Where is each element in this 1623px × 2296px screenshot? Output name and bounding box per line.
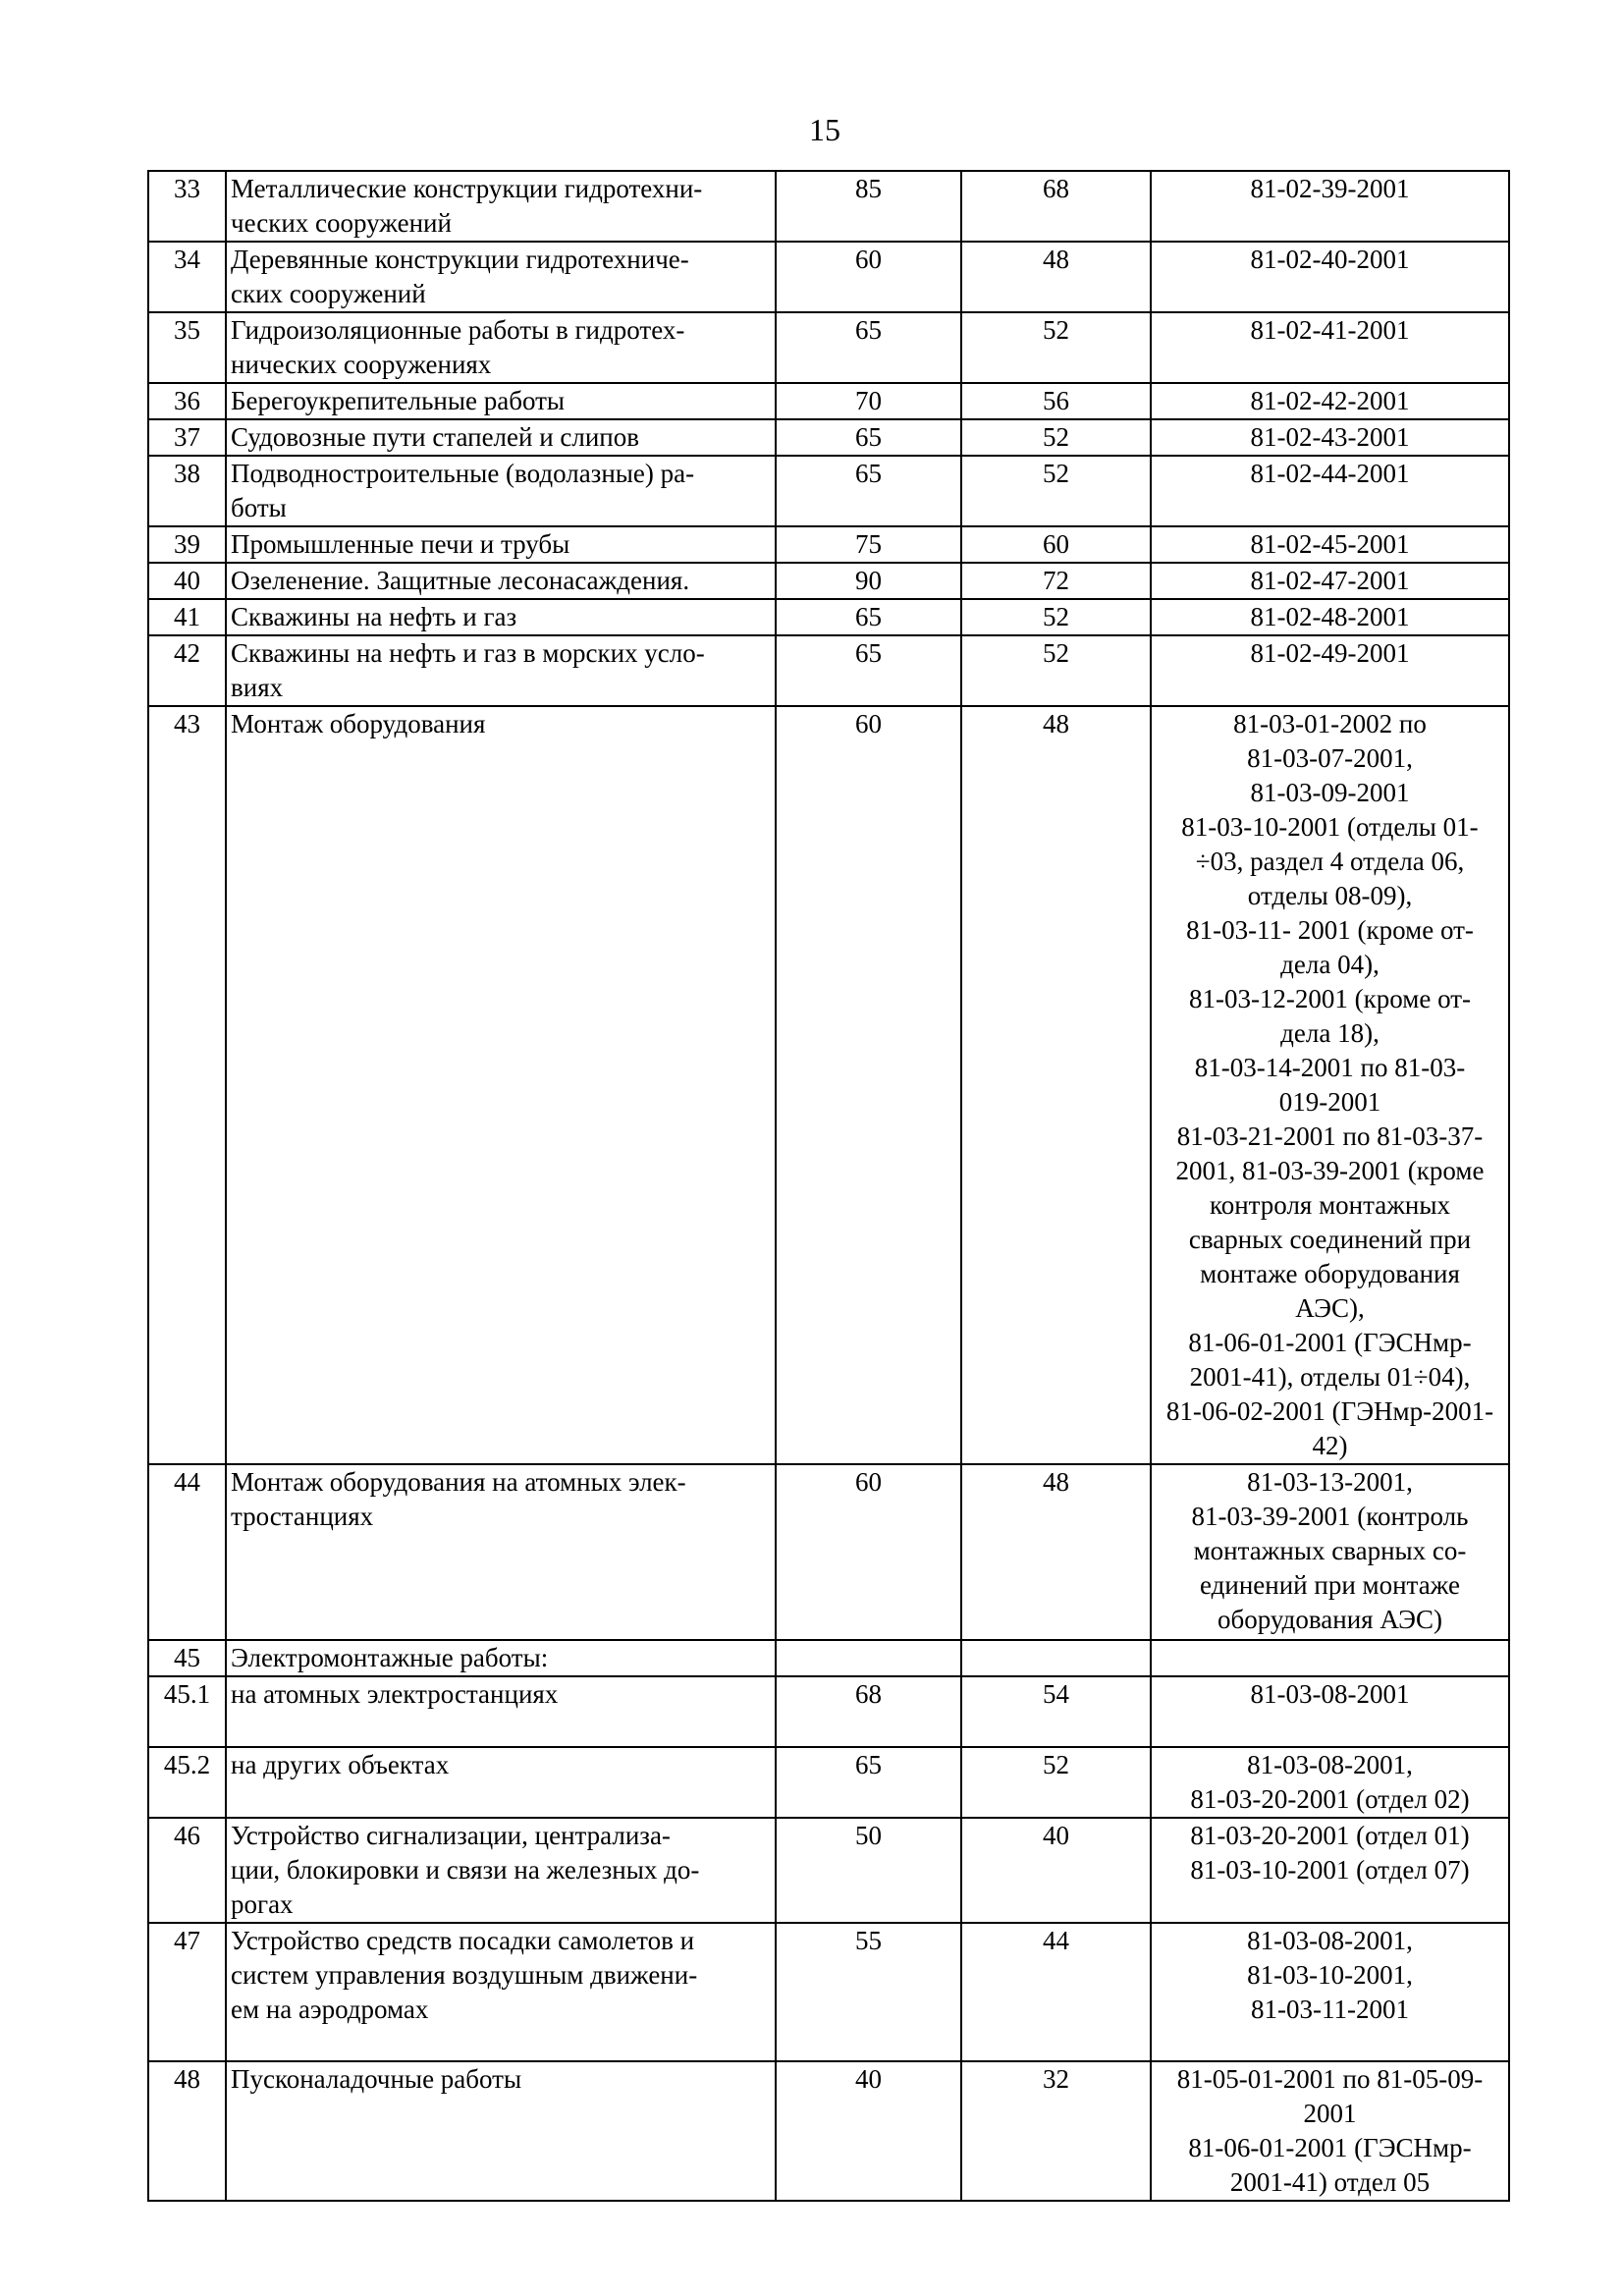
work-type bbox=[226, 1676, 776, 1747]
collection-refs-line: 81-02-43-2001 bbox=[1250, 422, 1410, 452]
collection-refs-line: 81-02-39-2001 bbox=[1250, 174, 1410, 203]
row-number: 45.2 bbox=[148, 1747, 226, 1818]
collection-refs-line: 2001-41), отделы 01÷04), bbox=[1189, 1362, 1471, 1392]
work-type-line: Деревянные конструкции гидротехниче- bbox=[231, 245, 689, 274]
collection-refs bbox=[1151, 563, 1509, 599]
collection-refs-line: 2001-41) отдел 05 bbox=[1229, 2167, 1431, 2197]
collection-refs-line: 81-02-41-2001 bbox=[1250, 315, 1410, 345]
work-type-line: ческих сооружений bbox=[231, 208, 452, 238]
collection-refs-line: 81-02-48-2001 bbox=[1250, 602, 1410, 631]
collection-refs-line: 81-03-39-2001 (контроль bbox=[1191, 1502, 1469, 1531]
collection-refs-line: 81-03-07-2001, bbox=[1247, 743, 1413, 773]
profit-norm: 72 bbox=[961, 563, 1151, 599]
collection-refs-line: 81-03-10-2001 (отделы 01- bbox=[1181, 812, 1479, 842]
profit-norm: 48 bbox=[961, 1464, 1151, 1640]
norms-table-body bbox=[148, 171, 1509, 2201]
table-row bbox=[148, 1923, 1509, 2061]
table-row bbox=[148, 599, 1509, 635]
row-number: 44 bbox=[148, 1464, 226, 1640]
work-type-line: ции, блокировки и связи на железных до- bbox=[231, 1855, 700, 1885]
work-type-line: Пусконаладочные работы bbox=[231, 2064, 522, 2094]
work-type bbox=[226, 526, 776, 563]
work-type bbox=[226, 312, 776, 383]
collection-refs-line: 019-2001 bbox=[1278, 1087, 1381, 1117]
work-type-line: Электромонтажные работы: bbox=[231, 1643, 549, 1672]
work-type-line: систем управления воздушным движени- bbox=[231, 1960, 698, 1990]
collection-refs bbox=[1151, 419, 1509, 456]
overhead-norm: 85 bbox=[776, 171, 961, 242]
profit-norm: 52 bbox=[961, 419, 1151, 456]
collection-refs bbox=[1151, 1464, 1509, 1640]
row-number: 43 bbox=[148, 706, 226, 1464]
row-number: 37 bbox=[148, 419, 226, 456]
overhead-norm bbox=[776, 1640, 961, 1676]
collection-refs bbox=[1151, 1923, 1509, 2061]
collection-refs bbox=[1151, 599, 1509, 635]
collection-refs-line: дела 04), bbox=[1280, 950, 1380, 979]
row-number: 38 bbox=[148, 456, 226, 526]
norms-table bbox=[147, 170, 1510, 2202]
work-type bbox=[226, 1640, 776, 1676]
work-type-line: Скважины на нефть и газ bbox=[231, 602, 517, 631]
collection-refs bbox=[1151, 2061, 1509, 2201]
collection-refs bbox=[1151, 171, 1509, 242]
work-type-line: боты bbox=[231, 493, 287, 522]
row-number: 47 bbox=[148, 1923, 226, 2061]
table-row bbox=[148, 563, 1509, 599]
collection-refs-line: АЭС), bbox=[1295, 1293, 1365, 1323]
work-type bbox=[226, 563, 776, 599]
collection-refs-line: оборудования АЭС) bbox=[1217, 1605, 1442, 1634]
profit-norm: 44 bbox=[961, 1923, 1151, 2061]
overhead-norm: 65 bbox=[776, 1747, 961, 1818]
collection-refs-line: 81-03-01-2002 по bbox=[1233, 709, 1427, 738]
collection-refs-line: отделы 08-09), bbox=[1247, 881, 1413, 910]
row-number: 36 bbox=[148, 383, 226, 419]
collection-refs-line: контроля монтажных bbox=[1209, 1190, 1450, 1220]
table-row bbox=[148, 2061, 1509, 2201]
row-number: 45 bbox=[148, 1640, 226, 1676]
work-type bbox=[226, 1923, 776, 2061]
row-number: 40 bbox=[148, 563, 226, 599]
profit-norm: 68 bbox=[961, 171, 1151, 242]
table-row bbox=[148, 1464, 1509, 1640]
work-type bbox=[226, 242, 776, 312]
collection-refs-line: 81-02-40-2001 bbox=[1250, 245, 1410, 274]
collection-refs-line: 81-03-20-2001 (отдел 01) bbox=[1190, 1821, 1470, 1850]
collection-refs-line: 81-06-01-2001 (ГЭСНмр- bbox=[1188, 2133, 1472, 2162]
row-number: 39 bbox=[148, 526, 226, 563]
work-type bbox=[226, 456, 776, 526]
collection-refs bbox=[1151, 312, 1509, 383]
overhead-norm: 65 bbox=[776, 419, 961, 456]
collection-refs-line: 81-03-12-2001 (кроме от- bbox=[1188, 984, 1472, 1013]
overhead-norm: 60 bbox=[776, 242, 961, 312]
table-row bbox=[148, 171, 1509, 242]
collection-refs-line: 81-02-49-2001 bbox=[1250, 638, 1410, 668]
collection-refs-line: 81-03-11-2001 bbox=[1251, 1995, 1409, 2024]
row-number: 46 bbox=[148, 1818, 226, 1923]
profit-norm bbox=[961, 1640, 1151, 1676]
work-type-line: ских сооружений bbox=[231, 279, 426, 308]
work-type bbox=[226, 1818, 776, 1923]
profit-norm: 40 bbox=[961, 1818, 1151, 1923]
collection-refs-line: 81-03-08-2001 bbox=[1250, 1679, 1410, 1709]
collection-refs-line: 81-05-01-2001 по 81-05-09- bbox=[1176, 2064, 1484, 2094]
work-type-line: тростанциях bbox=[231, 1502, 374, 1531]
profit-norm: 48 bbox=[961, 706, 1151, 1464]
row-number: 34 bbox=[148, 242, 226, 312]
collection-refs-line: 81-02-45-2001 bbox=[1250, 529, 1410, 559]
row-number: 35 bbox=[148, 312, 226, 383]
overhead-norm: 70 bbox=[776, 383, 961, 419]
collection-refs-line: монтажных сварных со- bbox=[1193, 1536, 1467, 1565]
work-type-line: Устройство сигнализации, централиза- bbox=[231, 1821, 671, 1850]
collection-refs bbox=[1151, 1747, 1509, 1818]
work-type bbox=[226, 2061, 776, 2201]
collection-refs-line: 81-03-14-2001 по 81-03- bbox=[1194, 1053, 1466, 1082]
table-row bbox=[148, 383, 1509, 419]
work-type-line: Гидроизоляционные работы в гидротех- bbox=[231, 315, 685, 345]
overhead-norm: 65 bbox=[776, 599, 961, 635]
collection-refs-line: 81-03-13-2001, bbox=[1247, 1467, 1413, 1497]
overhead-norm: 65 bbox=[776, 312, 961, 383]
profit-norm: 56 bbox=[961, 383, 1151, 419]
collection-refs-line: 81-02-42-2001 bbox=[1250, 386, 1410, 415]
collection-refs bbox=[1151, 526, 1509, 563]
profit-norm: 52 bbox=[961, 456, 1151, 526]
table-row bbox=[148, 706, 1509, 1464]
overhead-norm: 60 bbox=[776, 1464, 961, 1640]
overhead-norm: 65 bbox=[776, 635, 961, 706]
row-number: 45.1 bbox=[148, 1676, 226, 1747]
table-row bbox=[148, 242, 1509, 312]
profit-norm: 54 bbox=[961, 1676, 1151, 1747]
overhead-norm: 40 bbox=[776, 2061, 961, 2201]
collection-refs-line: 81-03-10-2001, bbox=[1247, 1960, 1413, 1990]
collection-refs-line: единений при монтаже bbox=[1200, 1570, 1460, 1600]
overhead-norm: 90 bbox=[776, 563, 961, 599]
collection-refs-line: монтаже оборудования bbox=[1200, 1259, 1460, 1288]
work-type bbox=[226, 419, 776, 456]
collection-refs bbox=[1151, 1640, 1509, 1676]
collection-refs bbox=[1151, 1818, 1509, 1923]
overhead-norm: 75 bbox=[776, 526, 961, 563]
work-type bbox=[226, 706, 776, 1464]
collection-refs-line: 2001, 81-03-39-2001 (кроме bbox=[1175, 1156, 1485, 1185]
collection-refs-line: 81-03-10-2001 (отдел 07) bbox=[1190, 1855, 1470, 1885]
table-row bbox=[148, 1640, 1509, 1676]
work-type-line: Промышленные печи и трубы bbox=[231, 529, 570, 559]
collection-refs bbox=[1151, 1676, 1509, 1747]
row-number: 33 bbox=[148, 171, 226, 242]
overhead-norm: 65 bbox=[776, 456, 961, 526]
work-type bbox=[226, 171, 776, 242]
table-row bbox=[148, 456, 1509, 526]
profit-norm: 48 bbox=[961, 242, 1151, 312]
profit-norm: 52 bbox=[961, 599, 1151, 635]
collection-refs-line: 81-03-11- 2001 (кроме от- bbox=[1186, 915, 1474, 945]
collection-refs bbox=[1151, 242, 1509, 312]
work-type-line: Подводностроительные (водолазные) ра- bbox=[231, 459, 695, 488]
work-type-line: нических сооружениях bbox=[231, 350, 492, 379]
table-row bbox=[148, 419, 1509, 456]
collection-refs-line: 81-06-01-2001 (ГЭСНмр- bbox=[1188, 1328, 1472, 1357]
work-type bbox=[226, 1747, 776, 1818]
collection-refs-line: 42) bbox=[1312, 1431, 1348, 1460]
work-type bbox=[226, 1464, 776, 1640]
collection-refs-line: сварных соединений при bbox=[1188, 1225, 1472, 1254]
collection-refs-line: дела 18), bbox=[1280, 1018, 1380, 1048]
work-type-line: виях bbox=[231, 673, 284, 702]
collection-refs-line: 81-03-21-2001 по 81-03-37- bbox=[1176, 1121, 1484, 1151]
profit-norm: 52 bbox=[961, 635, 1151, 706]
overhead-norm: 60 bbox=[776, 706, 961, 1464]
work-type-line: рогах bbox=[231, 1889, 294, 1919]
collection-refs-line: 2001 bbox=[1303, 2099, 1357, 2128]
work-type-line: ем на аэродромах bbox=[231, 1995, 429, 2024]
overhead-norm: 50 bbox=[776, 1818, 961, 1923]
work-type bbox=[226, 383, 776, 419]
table-row bbox=[148, 1818, 1509, 1923]
collection-refs-line: 81-06-02-2001 (ГЭНмр-2001- bbox=[1165, 1396, 1494, 1426]
table-row bbox=[148, 1676, 1509, 1747]
collection-refs bbox=[1151, 383, 1509, 419]
work-type bbox=[226, 599, 776, 635]
collection-refs-line: ÷03, раздел 4 отдела 06, bbox=[1195, 847, 1465, 876]
overhead-norm: 68 bbox=[776, 1676, 961, 1747]
collection-refs-line: 81-03-08-2001, bbox=[1247, 1750, 1413, 1779]
table-row bbox=[148, 635, 1509, 706]
profit-norm: 60 bbox=[961, 526, 1151, 563]
collection-refs-line: 81-03-09-2001 bbox=[1250, 778, 1410, 807]
work-type-line: Берегоукрепительные работы bbox=[231, 386, 566, 415]
work-type-line: Озеленение. Защитные лесонасаждения. bbox=[231, 566, 690, 595]
collection-refs bbox=[1151, 635, 1509, 706]
work-type bbox=[226, 635, 776, 706]
work-type-line: Монтаж оборудования bbox=[231, 709, 486, 738]
row-number: 48 bbox=[148, 2061, 226, 2201]
overhead-norm: 55 bbox=[776, 1923, 961, 2061]
work-type-line: Устройство средств посадки самолетов и bbox=[231, 1926, 695, 1955]
work-type-line: Монтаж оборудования на атомных элек- bbox=[231, 1467, 686, 1497]
work-type-line: на других объектах bbox=[231, 1750, 450, 1779]
collection-refs-line: 81-02-44-2001 bbox=[1250, 459, 1410, 488]
collection-refs bbox=[1151, 456, 1509, 526]
work-type-line: Судовозные пути стапелей и слипов bbox=[231, 422, 640, 452]
work-type-line: на атомных электростанциях bbox=[231, 1679, 559, 1709]
page-number: 15 bbox=[809, 112, 840, 147]
profit-norm: 32 bbox=[961, 2061, 1151, 2201]
table-row bbox=[148, 1747, 1509, 1818]
collection-refs bbox=[1151, 706, 1509, 1464]
collection-refs-line: 81-02-47-2001 bbox=[1250, 566, 1410, 595]
table-row bbox=[148, 526, 1509, 563]
collection-refs-line: 81-03-08-2001, bbox=[1247, 1926, 1413, 1955]
profit-norm: 52 bbox=[961, 1747, 1151, 1818]
table-row bbox=[148, 312, 1509, 383]
work-type-line: Скважины на нефть и газ в морских усло- bbox=[231, 638, 705, 668]
row-number: 41 bbox=[148, 599, 226, 635]
work-type-line: Металлические конструкции гидротехни- bbox=[231, 174, 703, 203]
profit-norm: 52 bbox=[961, 312, 1151, 383]
row-number: 42 bbox=[148, 635, 226, 706]
collection-refs-line: 81-03-20-2001 (отдел 02) bbox=[1190, 1784, 1470, 1814]
